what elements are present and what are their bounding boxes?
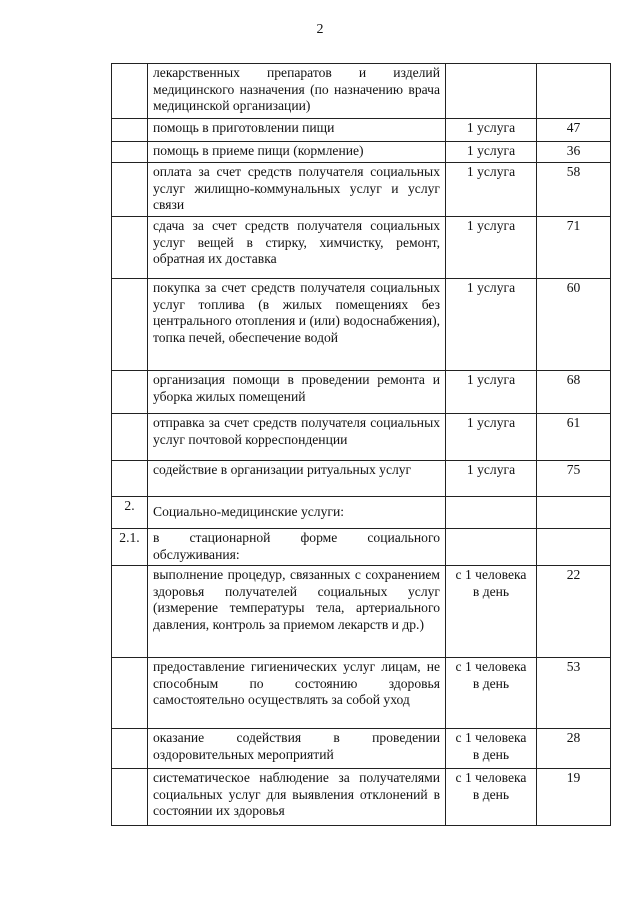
row-number: 2.1. [112, 529, 148, 566]
service-name: оказание содействия в проведении оздоровительных мероприятий [148, 729, 446, 769]
service-price: 61 [537, 414, 611, 461]
service-unit: 1 услуга [446, 119, 537, 142]
service-unit: с 1 человека в день [446, 566, 537, 658]
service-price: 75 [537, 461, 611, 497]
row-number [112, 769, 148, 826]
service-name: лекарственных препаратов и изделий медицинского назначения (по назначению врача медицинской организации) [148, 64, 446, 119]
service-unit: 1 услуга [446, 163, 537, 217]
service-name: выполнение процедур, связанных с сохранением здоровья получателей социальных услуг (измерение температуры тела, артериального давления, контроль за приемом лекарств и др.) [148, 566, 446, 658]
row-number [112, 217, 148, 279]
service-unit [446, 497, 537, 529]
service-price: 47 [537, 119, 611, 142]
table-row [112, 217, 611, 279]
table-row [112, 729, 611, 769]
table-row [112, 64, 611, 119]
service-price: 68 [537, 371, 611, 414]
service-price [537, 529, 611, 566]
service-unit [446, 64, 537, 119]
service-name: предоставление гигиенических услуг лицам, не способным по состоянию здоровья самостоятельно осуществлять за собой уход [148, 658, 446, 729]
service-name: систематическое наблюдение за получателями социальных услуг для выявления отклонений в состоянии их здоровья [148, 769, 446, 826]
row-number [112, 414, 148, 461]
service-name: помощь в приеме пищи (кормление) [148, 142, 446, 163]
service-unit: 1 услуга [446, 279, 537, 371]
service-unit: с 1 человека в день [446, 769, 537, 826]
services-table [111, 63, 611, 826]
row-number [112, 142, 148, 163]
service-unit: с 1 человека в день [446, 729, 537, 769]
service-price: 71 [537, 217, 611, 279]
table-row [112, 497, 611, 529]
table-row [112, 279, 611, 371]
service-name: оплата за счет средств получателя социальных услуг жилищно-коммунальных услуг и услуг связи [148, 163, 446, 217]
service-name: отправка за счет средств получателя социальных услуг почтовой корреспонденции [148, 414, 446, 461]
service-unit [446, 529, 537, 566]
table-row [112, 658, 611, 729]
table-row [112, 371, 611, 414]
table-row [112, 163, 611, 217]
service-name: организация помощи в проведении ремонта и уборка жилых помещений [148, 371, 446, 414]
row-number [112, 729, 148, 769]
row-number [112, 163, 148, 217]
page-number: 2 [316, 22, 324, 37]
service-price: 19 [537, 769, 611, 826]
row-number [112, 119, 148, 142]
row-number [112, 566, 148, 658]
table-row [112, 769, 611, 826]
service-price: 22 [537, 566, 611, 658]
row-number: 2. [112, 497, 148, 529]
row-number [112, 461, 148, 497]
service-unit: 1 услуга [446, 371, 537, 414]
service-price: 58 [537, 163, 611, 217]
service-unit: 1 услуга [446, 142, 537, 163]
table-row [112, 119, 611, 142]
table-row [112, 461, 611, 497]
row-number [112, 64, 148, 119]
service-unit: 1 услуга [446, 217, 537, 279]
service-price: 36 [537, 142, 611, 163]
row-number [112, 279, 148, 371]
table-row [112, 414, 611, 461]
service-price: 60 [537, 279, 611, 371]
service-unit: с 1 человека в день [446, 658, 537, 729]
service-name: сдача за счет средств получателя социальных услуг вещей в стирку, химчистку, ремонт, обратная их доставка [148, 217, 446, 279]
row-number [112, 371, 148, 414]
service-price: 28 [537, 729, 611, 769]
service-unit: 1 услуга [446, 414, 537, 461]
service-price [537, 497, 611, 529]
table-row [112, 566, 611, 658]
table-row [112, 142, 611, 163]
service-unit: 1 услуга [446, 461, 537, 497]
service-name: покупка за счет средств получателя социальных услуг топлива (в жилых помещениях без центрального отопления и (или) водоснабжения), топка печей, обеспечение водой [148, 279, 446, 371]
service-price [537, 64, 611, 119]
service-name: помощь в приготовлении пищи [148, 119, 446, 142]
service-name: содействие в организации ритуальных услуг [148, 461, 446, 497]
service-name: в стационарной форме социального обслуживания: [148, 529, 446, 566]
row-number [112, 658, 148, 729]
service-price: 53 [537, 658, 611, 729]
service-name: Социально-медицинские услуги: [148, 497, 446, 529]
table-row [112, 529, 611, 566]
